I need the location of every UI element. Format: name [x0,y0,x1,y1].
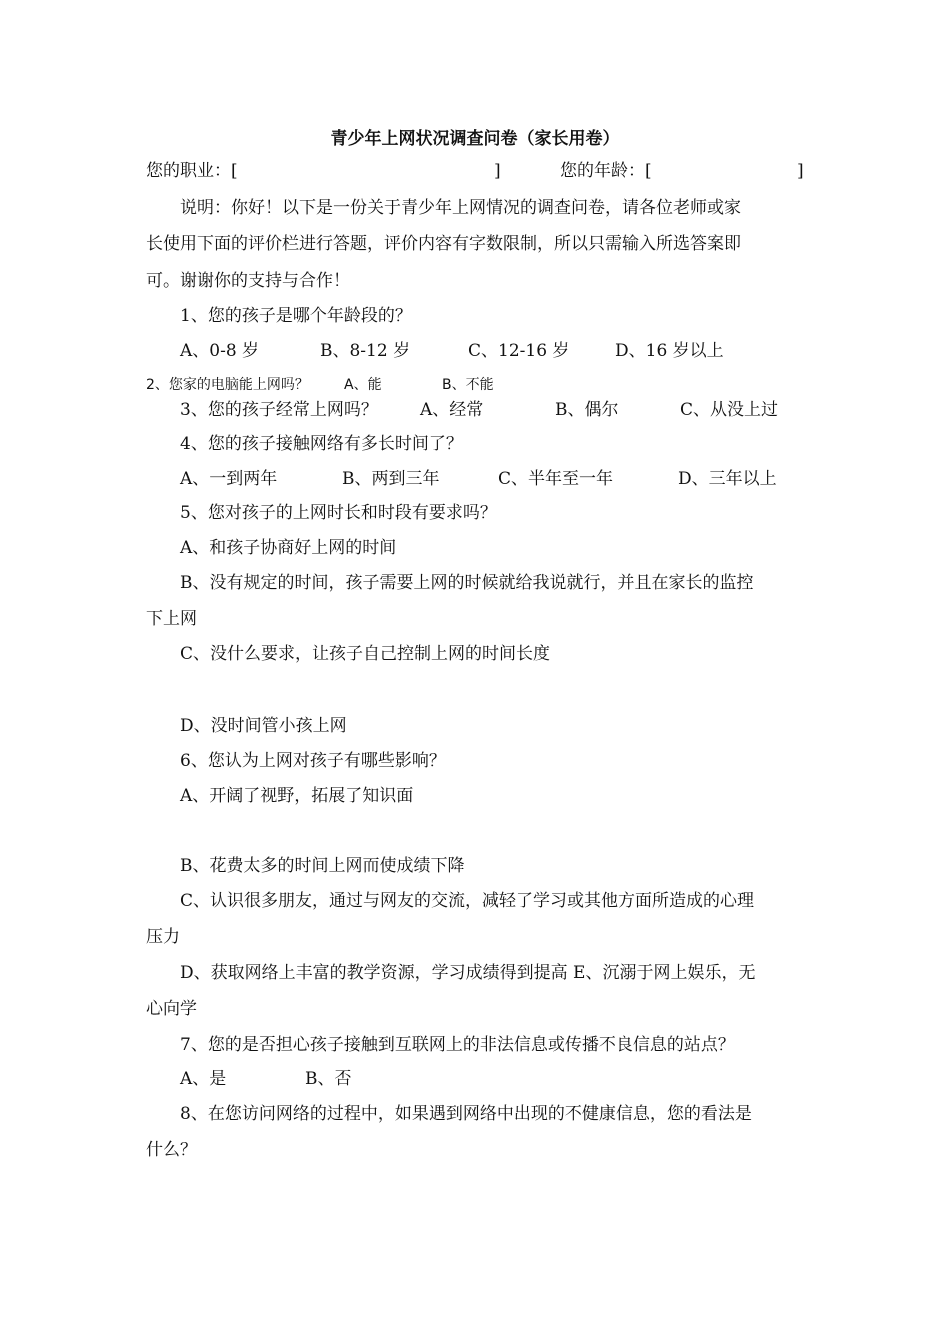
intro-line-2: 长使用下面的评价栏进行答题，评价内容有字数限制，所以只需输入所选答案即 [146,234,741,254]
q7-text: 7、您的是否担心孩子接触到互联网上的非法信息或传播不良信息的站点？ [180,1035,735,1055]
q1-option-b: B、8-12 岁 [320,341,411,361]
q5-option-b-line-1: B、没有规定的时间，孩子需要上网的时候就给我说就行，并且在家长的监控 [180,573,754,593]
q6-option-a: A、开阔了视野，拓展了知识面 [180,786,414,806]
q5-option-b-line-2: 下上网 [146,609,197,629]
age-field [560,160,652,182]
q2-text: 2、您家的电脑能上网吗？ [146,377,309,393]
q6-option-de-line-1: D、获取网络上丰富的教学资源，学习成绩得到提高 E、沉溺于网上娱乐，无 [180,963,756,983]
q3-option-b: B、偶尔 [555,400,619,420]
age-label: 您的年龄： [560,161,645,181]
q8-line-1: 8、在您访问网络的过程中，如果遇到网络中出现的不健康信息，您的看法是 [180,1104,752,1124]
occupation-open-bracket: [ [231,161,238,181]
q5-option-a: A、和孩子协商好上网的时间 [180,538,397,558]
q6-option-de-line-2: 心向学 [146,999,197,1019]
occupation-field [146,160,238,182]
q5-option-c: C、没什么要求，让孩子自己控制上网的时间长度 [180,644,551,664]
q5-option-d: D、没时间管小孩上网 [180,716,347,736]
q1-option-d: D、16 岁以上 [615,341,724,361]
age-open-bracket: [ [645,161,652,181]
q2-option-a: A、能 [344,377,382,393]
q4-option-c: C、半年至一年 [498,469,614,489]
q8-line-2: 什么？ [146,1140,197,1160]
q7-option-a: A、是 [180,1069,227,1089]
q3-option-c: C、从没上过 [680,400,779,420]
q1-option-a: A、0-8 岁 [180,341,260,361]
q6-text: 6、您认为上网对孩子有哪些影响？ [180,751,446,771]
q6-option-b: B、花费太多的时间上网而使成绩下降 [180,856,465,876]
q7-option-b: B、否 [305,1069,352,1089]
q3-option-a: A、经常 [420,400,484,420]
page-title: 青少年上网状况调查问卷（家长用卷） [330,129,620,149]
q4-text: 4、您的孩子接触网络有多长时间了？ [180,434,463,454]
q1-option-c: C、12-16 岁 [468,341,570,361]
q4-option-d: D、三年以上 [678,469,777,489]
q5-text: 5、您对孩子的上网时长和时段有要求吗？ [180,503,497,523]
intro-line-3: 可。谢谢你的支持与合作！ [146,271,350,291]
q3-text: 3、您的孩子经常上网吗？ [180,400,378,420]
q6-option-c-line-2: 压力 [146,927,180,947]
occupation-label: 您的职业： [146,161,231,181]
intro-line-1: 说明：你好！以下是一份关于青少年上网情况的调查问卷，请各位老师或家 [180,198,741,218]
q2-option-b: B、不能 [442,377,494,393]
q4-option-b: B、两到三年 [342,469,440,489]
q4-option-a: A、一到两年 [180,469,278,489]
q6-option-c-line-1: C、认识很多朋友，通过与网友的交流，减轻了学习或其他方面所造成的心理 [180,891,755,911]
occupation-close-bracket: ] [494,161,501,181]
q1-text: 1、您的孩子是哪个年龄段的？ [180,306,412,326]
age-close-bracket: ] [797,161,804,181]
